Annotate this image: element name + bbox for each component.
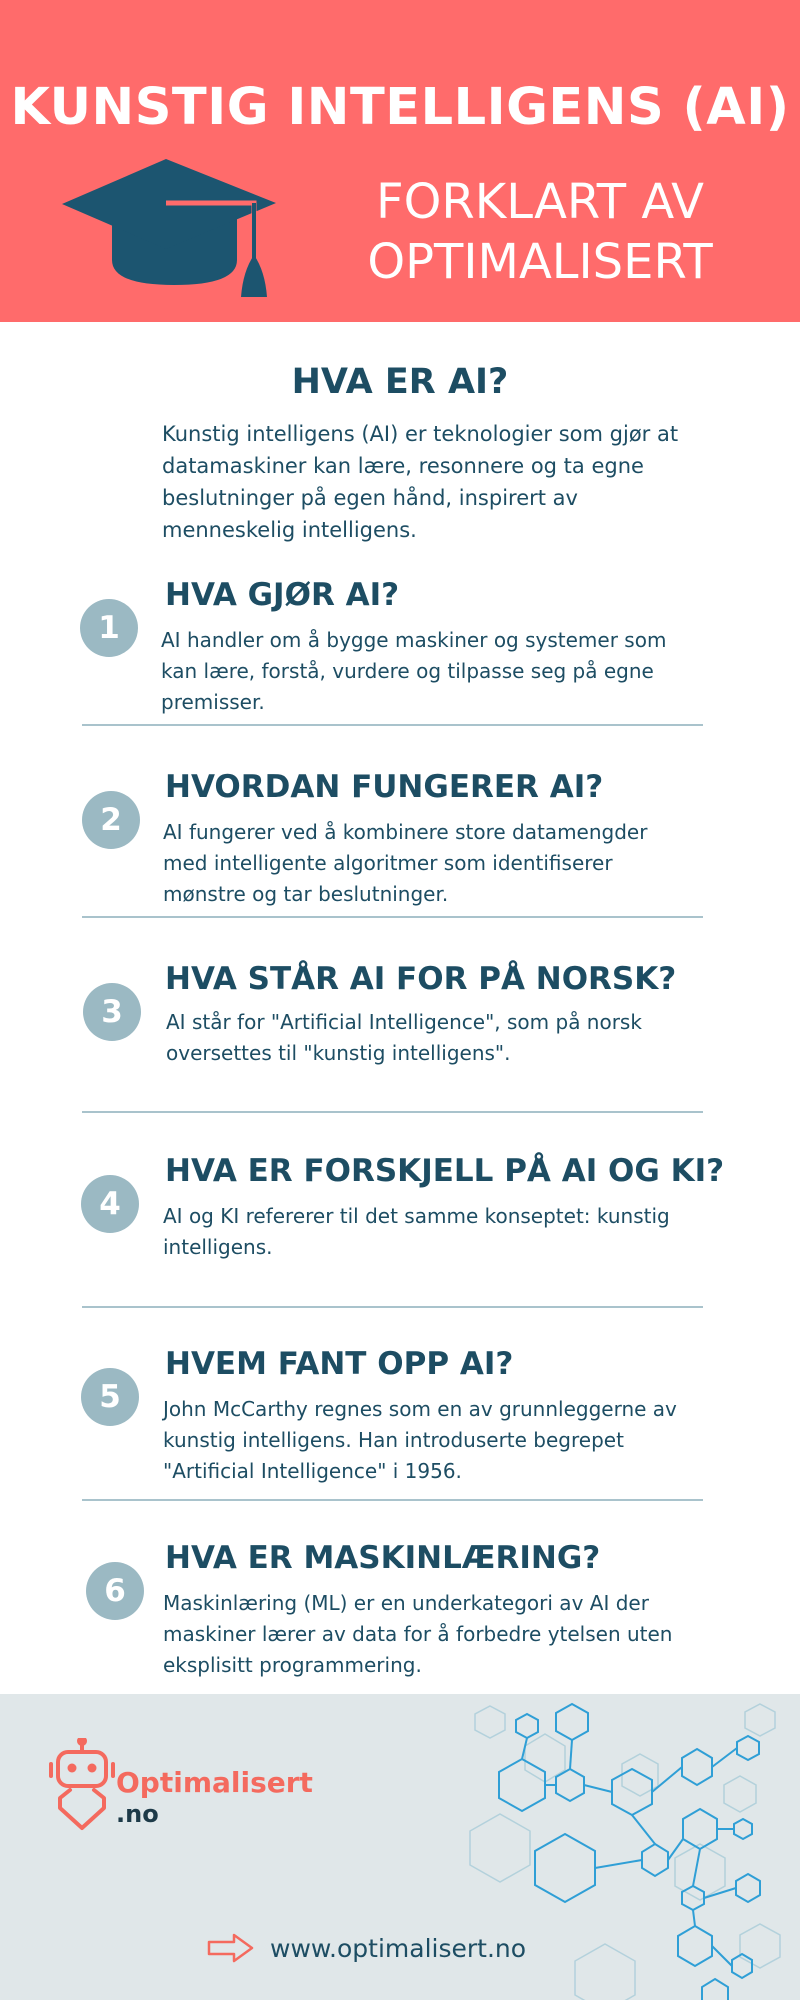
subtitle xyxy=(350,172,730,292)
section-title: HVA STÅR AI FOR PÅ NORSK? xyxy=(165,961,677,997)
section-line: kunstig intelligens. Han introduserte begrepet xyxy=(163,1428,624,1452)
section-title: HVA GJØR AI? xyxy=(165,577,400,613)
number-badge: 6 xyxy=(86,1562,144,1620)
subtitle-line-1: FORKLART AV xyxy=(376,174,704,230)
number-badge: 5 xyxy=(81,1368,139,1426)
number-badge: 3 xyxy=(83,983,141,1041)
section-line: AI står for "Artificial Intelligence", som på norsk xyxy=(166,1010,642,1034)
logo-name: Optimalisert xyxy=(116,1766,313,1799)
section-divider xyxy=(82,724,703,726)
section-body xyxy=(166,1007,706,1069)
logo-domain: .no xyxy=(116,1800,159,1828)
section-title: HVEM FANT OPP AI? xyxy=(165,1346,514,1382)
section-line: premisser. xyxy=(161,690,265,714)
number-badge: 4 xyxy=(81,1175,139,1233)
section-body xyxy=(163,1394,723,1487)
section-line: AI og KI refererer til det samme konseptet: kunstig xyxy=(163,1204,670,1228)
intro-body xyxy=(162,418,722,546)
section-title: HVA ER MASKINLÆRING? xyxy=(165,1540,601,1576)
number-badge: 1 xyxy=(80,599,138,657)
section-line: AI handler om å bygge maskiner og systemer som xyxy=(161,628,667,652)
section-line: med intelligente algoritmer som identifiserer xyxy=(163,851,613,875)
footer xyxy=(0,1694,800,2000)
section-5 xyxy=(0,1342,800,1532)
robot-icon xyxy=(48,1738,118,1834)
section-line: maskiner lærer av data for å forbedre ytelsen uten xyxy=(163,1622,673,1646)
section-line: kan lære, forstå, vurdere og tilpasse seg på egne xyxy=(161,659,654,683)
section-line: intelligens. xyxy=(163,1235,273,1259)
section-divider xyxy=(82,1306,703,1308)
section-3 xyxy=(0,957,800,1147)
intro-line: menneskelig intelligens. xyxy=(162,518,417,542)
section-line: mønstre og tar beslutninger. xyxy=(163,882,449,906)
graduation-cap-icon xyxy=(62,155,287,305)
intro-line: Kunstig intelligens (AI) er teknologier som gjør at xyxy=(162,422,679,446)
page-title: KUNSTIG INTELLIGENS (AI) xyxy=(10,78,790,137)
section-title: HVA ER FORSKJELL PÅ AI OG KI? xyxy=(165,1153,725,1189)
section-body xyxy=(163,817,703,910)
section-2 xyxy=(0,765,800,955)
section-divider xyxy=(82,1111,703,1113)
section-line: Maskinlæring (ML) er en underkategori av AI der xyxy=(163,1591,649,1615)
intro-title: HVA ER AI? xyxy=(291,362,509,402)
arrow-right-icon xyxy=(206,1932,256,1964)
header-banner xyxy=(0,0,800,322)
section-line: eksplisitt programmering. xyxy=(163,1653,422,1677)
section-line: "Artificial Intelligence" i 1956. xyxy=(163,1459,462,1483)
intro-line: beslutninger på egen hånd, inspirert av xyxy=(162,486,578,510)
subtitle-line-2: OPTIMALISERT xyxy=(367,234,713,290)
section-divider xyxy=(82,1499,703,1501)
number-badge: 2 xyxy=(82,791,140,849)
section-title: HVORDAN FUNGERER AI? xyxy=(165,769,604,805)
section-body xyxy=(161,625,701,718)
section-body xyxy=(163,1201,703,1263)
section-line: John McCarthy regnes som en av grunnleggerne av xyxy=(163,1397,677,1421)
section-line: oversettes til "kunstig intelligens". xyxy=(166,1041,511,1065)
section-line: AI fungerer ved å kombinere store datamengder xyxy=(163,820,648,844)
intro-line: datamaskiner kan lære, resonnere og ta egne xyxy=(162,454,644,478)
website-link[interactable]: www.optimalisert.no xyxy=(270,1934,527,1963)
section-1 xyxy=(0,573,800,763)
section-4 xyxy=(0,1149,800,1339)
section-divider xyxy=(82,916,703,918)
section-body xyxy=(163,1588,723,1681)
